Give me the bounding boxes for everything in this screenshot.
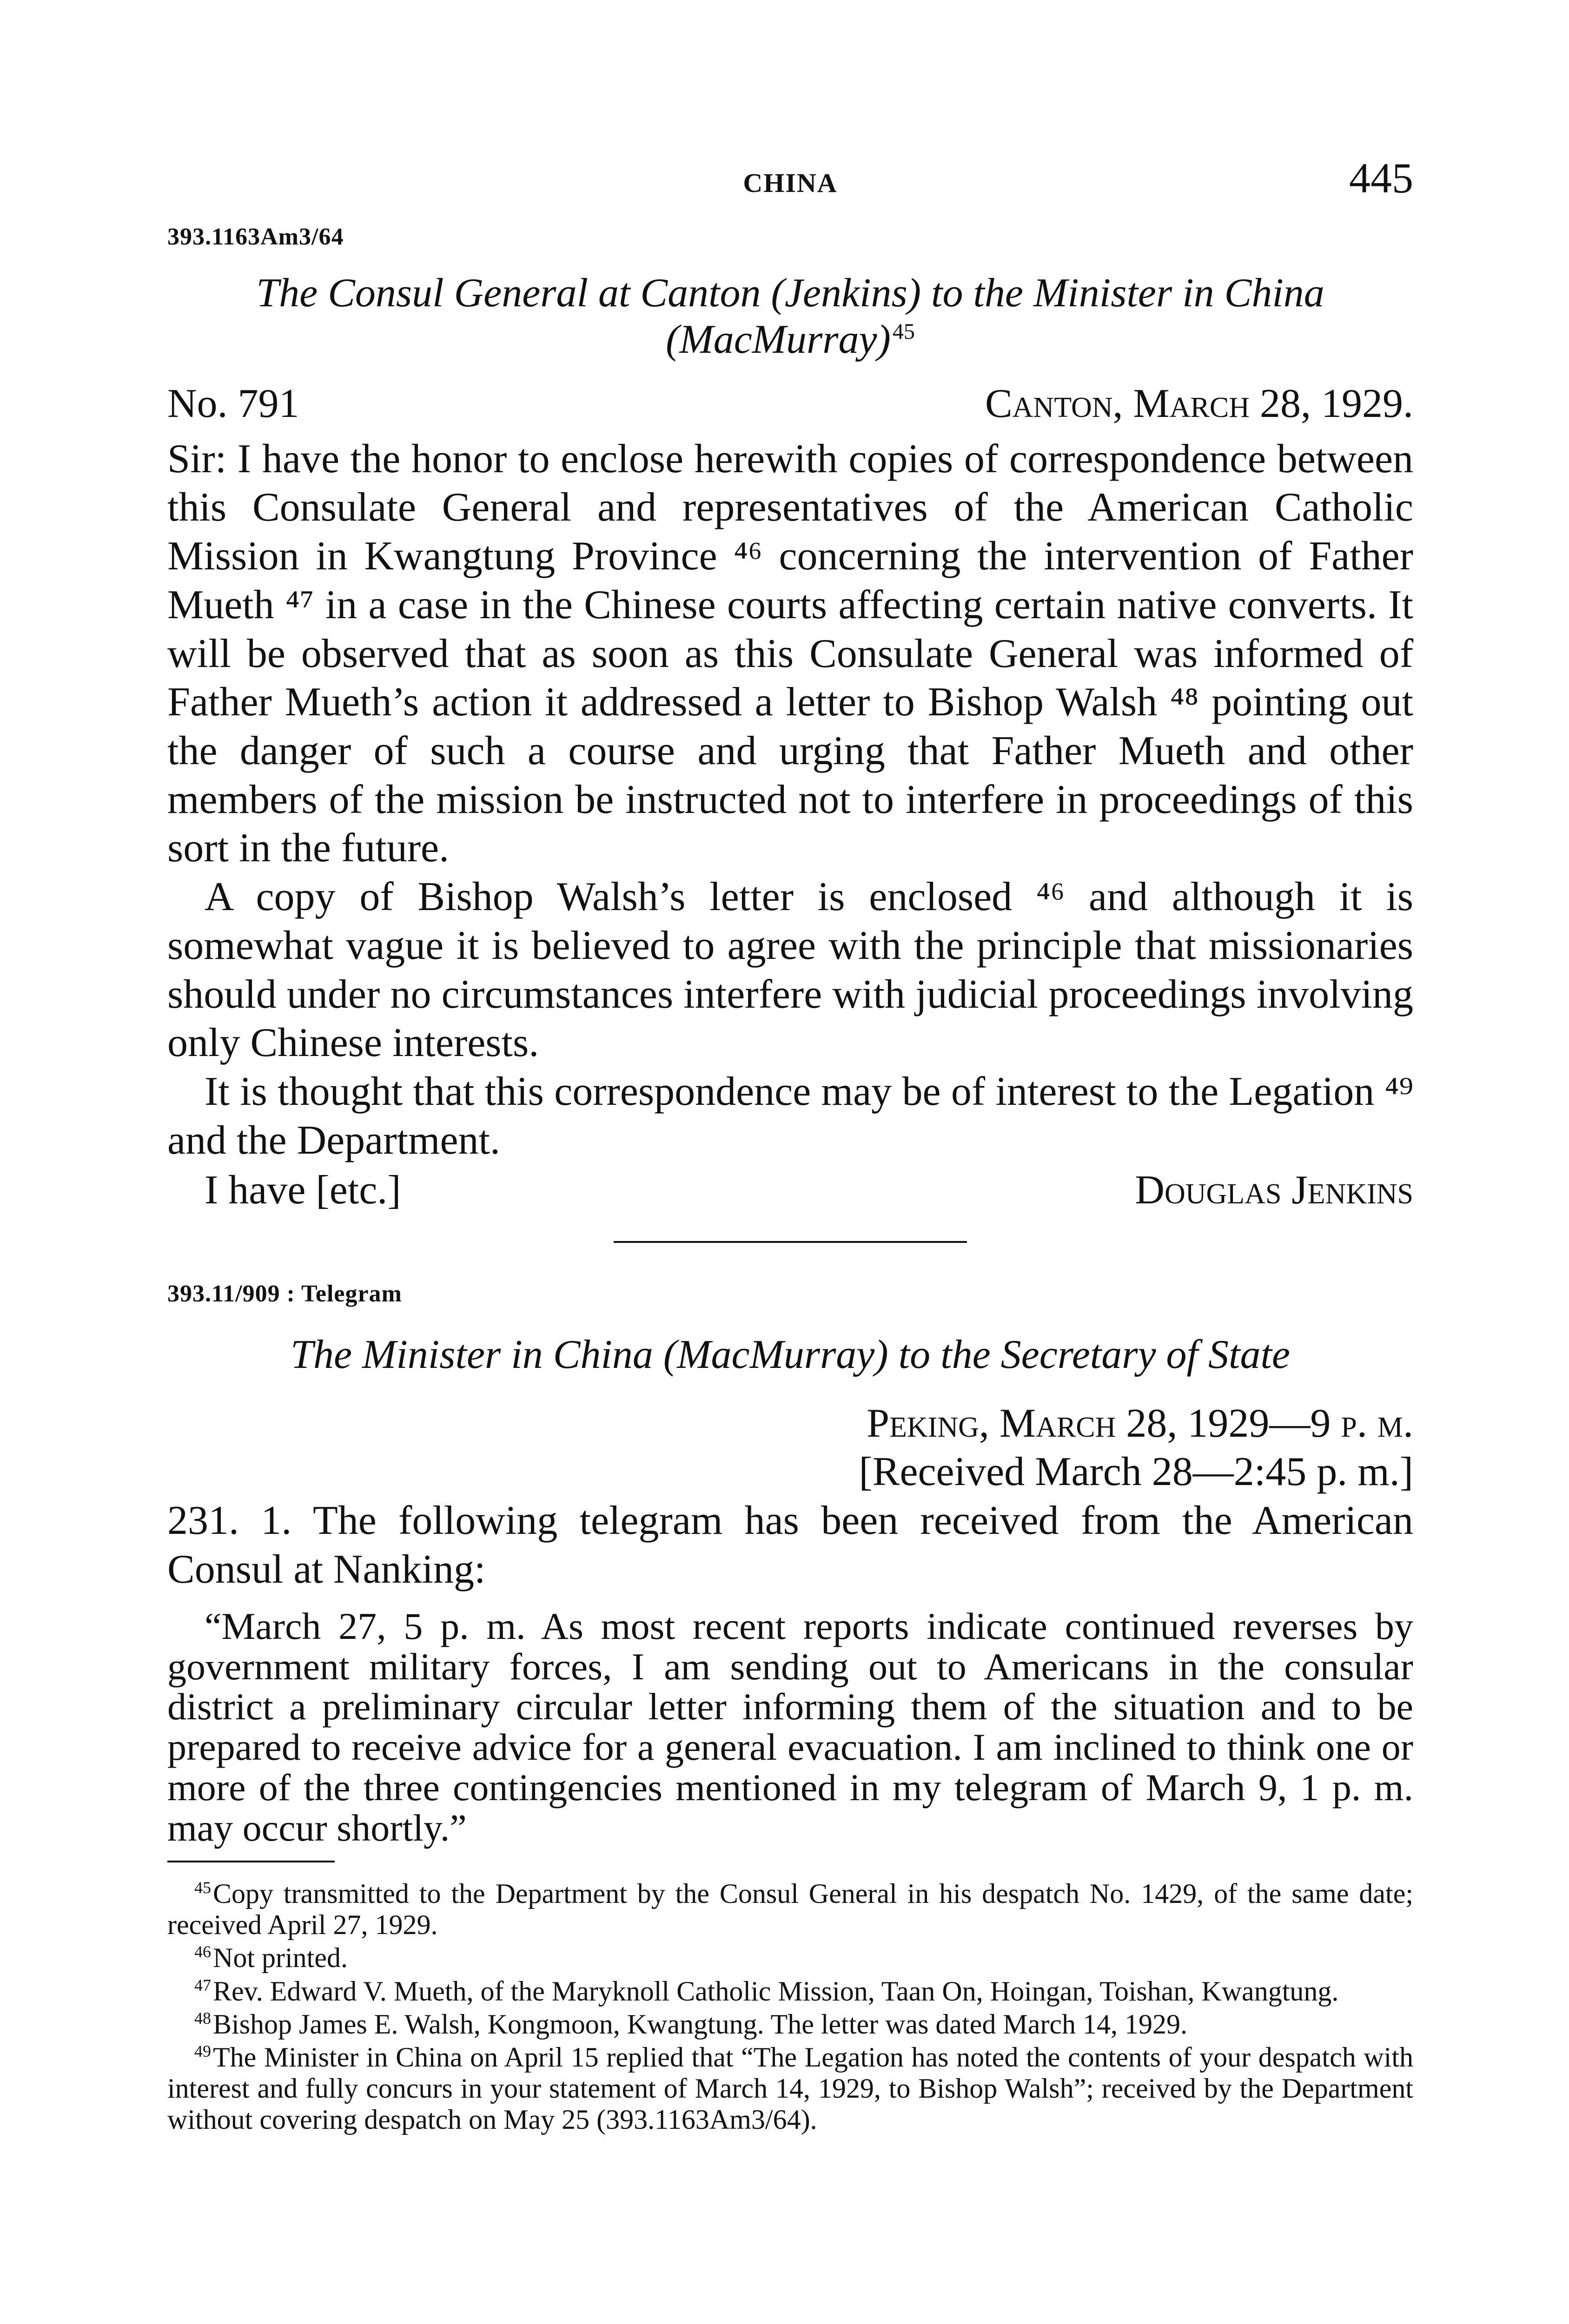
footnotes [167, 1878, 1413, 2136]
closing-line [167, 1167, 1413, 1218]
footnote-item [167, 1878, 1413, 1941]
footnote-text: Copy transmitted to the Department by the Consul General in his despatch No. 1429, of the same date; received April 27, 1929. [167, 1878, 1413, 1941]
telegram-paragraph: 231. 1. The following telegram has been received from the American Consul at Nanking: [167, 1498, 1413, 1592]
footnote-text: Bishop James E. Walsh, Kongmoon, Kwangtung. The letter was dated March 14, 1929. [213, 2008, 1187, 2040]
footnote-marker: 48 [194, 2008, 211, 2027]
footnote-marker: 45 [194, 1878, 211, 1897]
letter-paragraph: Sir: I have the honor to enclose herewith copies of correspondence between this Consulate General and representatives of the American Catholic Mission in Kwangtung Province ⁴⁶ concerning the intervention of Father Mueth ⁴⁷ in a case in the Chinese courts affecting certain native converts. It will be observed that as soon as this Consulate General was informed of Father Mueth’s action it addressed a letter to Bishop Walsh ⁴⁸ pointing out the danger of such a course and urging that Father Mueth and other members of the mission be instructed not to interfere in proceedings of this sort in the future. [167, 436, 1413, 871]
consul-general-letter [167, 223, 1413, 1218]
page-number: 445 [1349, 154, 1413, 202]
document-number: No. 791 [167, 381, 299, 426]
received-date: [Received March 28—2:45 p. m.] [859, 1449, 1413, 1495]
footnote-marker: 49 [194, 2041, 211, 2060]
closing-formula: I have [etc.] [205, 1168, 401, 1213]
footnote-item [167, 1976, 1413, 2007]
quoted-telegram: “March 27, 5 p. m. As most recent reports indicate continued reverses by government military forces, I am sending out to Americans in the consular district a preliminary circular letter informing them of the situation and to be prepared to receive advice for a general evacuation. I am inclined to think one or more of the three contingencies mentioned in my telegram of March 9, 1 p. m. may occur shortly.” [167, 1604, 1413, 1849]
footnote-text: The Minister in China on April 15 replied that “The Legation has noted the contents of your despatch with interest and fully concurs in your statement of March 14, 1929, to Bishop Walsh”; received by the Department without covering despatch on May 25 (393.1163Am3/64). [167, 2041, 1413, 2135]
minister-telegram [167, 1280, 1413, 1849]
footnote-item [167, 2042, 1413, 2136]
footnote-text: Not printed. [213, 1942, 348, 1974]
document-number-and-dateline [167, 380, 1413, 435]
telegram-date-block [167, 1400, 1413, 1497]
footnote-reference: 45 [892, 319, 915, 344]
footnote-item [167, 2009, 1413, 2040]
signature: Douglas Jenkins [1135, 1168, 1413, 1213]
letter-paragraph: A copy of Bishop Walsh’s letter is enclosed ⁴⁶ and although it is somewhat vague it is believed to agree with the principle that missionaries should under no circumstances interfere with judicial proceedings involving only Chinese interests. [167, 874, 1413, 1066]
footnote-item [167, 1942, 1413, 1974]
file-reference: 393.11/909 : Telegram [167, 1281, 402, 1307]
dateline: Canton, March 28, 1929. [985, 381, 1413, 426]
footnote-divider [167, 1861, 335, 1862]
letter-paragraph: It is thought that this correspondence may be of interest to the Legation ⁴⁹ and the Department. [167, 1069, 1413, 1163]
footnote-text: Rev. Edward V. Mueth, of the Maryknoll Catholic Mission, Taan On, Hoingan, Toishan, Kwangtung. [213, 1975, 1339, 2007]
running-header [167, 153, 1413, 223]
section-divider [614, 1241, 967, 1243]
document-title-continuation [167, 317, 1413, 363]
footnote-marker: 47 [194, 1975, 211, 1994]
document-title-line: The Consul General at Canton (Jenkins) to the Minister in China [256, 271, 1324, 316]
document-title [167, 270, 1413, 363]
file-reference: 393.1163Am3/64 [167, 224, 344, 250]
page-content [167, 153, 1413, 2138]
document-title: The Minister in China (MacMurray) to the Secretary of State [291, 1332, 1290, 1378]
document-title-recipient: (MacMurray) [666, 317, 891, 363]
footnote-marker: 46 [194, 1942, 211, 1961]
running-title: CHINA [743, 168, 838, 198]
dateline: Peking, March 28, 1929—9 p. m. [867, 1400, 1413, 1446]
